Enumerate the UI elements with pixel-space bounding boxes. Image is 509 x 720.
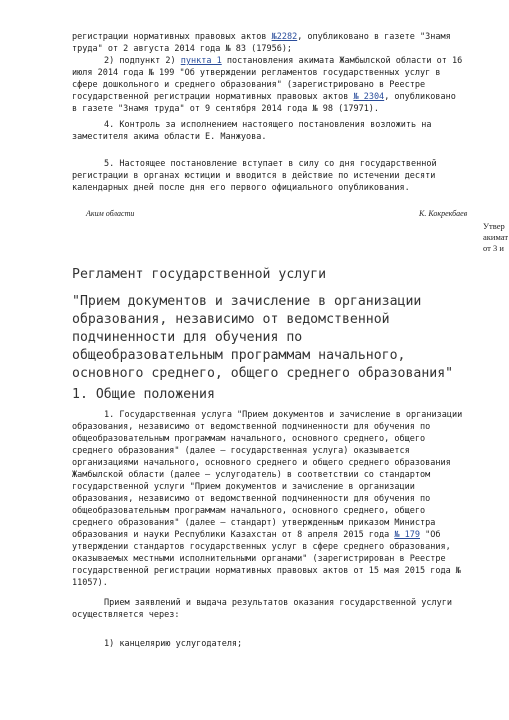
text-line: утверждении стандартов государственных услуг в сфере среднего образования,	[72, 542, 451, 552]
text-line: регистрации нормативных правовых актов №2282, опубликовано в газете "Знамя	[72, 32, 451, 42]
list-item: 1) канцелярию услугодателя;	[104, 639, 243, 649]
service-name-line: "Прием документов и зачисление в организации	[72, 294, 422, 309]
text-line: Прием заявлений и выдача результатов оказания государственной услуги	[104, 598, 452, 608]
text-line: образования и науки Республики Казахстан от 8 апреля 2015 года № 179 "Об	[72, 530, 441, 540]
text-line: в газете "Знамя труда" от 9 сентября 2014 года № 98 (17971).	[72, 104, 380, 114]
text-line: среднего образования" (далее – государственная услуга) оказывается	[72, 446, 410, 456]
text-line: образования, независимо от ведомственной подчиненности для обучения по	[72, 494, 431, 504]
text-line: регистрации в органах юстиции и вводится в действие по истечении десяти	[72, 171, 436, 181]
text-line: сфере дошкольного и среднего образования" (зарегистрировано в Реестре	[72, 80, 426, 90]
link-act-2304[interactable]: № 2304	[353, 92, 385, 102]
text-line: общеобразовательным программам начального, основного среднего, общего	[72, 434, 426, 444]
service-name-line: общеобразовательным программам начального,	[72, 348, 406, 363]
text-line: 4. Контроль за исполнением настоящего постановления возложить на	[104, 120, 432, 130]
signature-name: К. Кокрекбаев	[419, 209, 468, 218]
text-line: 2) подпункт 2) пункта 1 постановления акимата Жамбылской области от 16	[104, 56, 463, 66]
link-order-179[interactable]: № 179	[394, 530, 420, 540]
link-point-1[interactable]: пункта 1	[180, 56, 222, 66]
text-line: июля 2014 года № 199 "Об утверждении регламентов государственных услуг в	[72, 68, 441, 78]
text-line: общеобразовательным программам начального, основного среднего, общего	[72, 506, 426, 516]
section-heading: 1. Общие положения	[72, 387, 215, 402]
text-line: 5. Настоящее постановление вступает в силу со дня государственной	[104, 159, 437, 169]
approval-stamp-line: акимат	[483, 232, 509, 242]
reglament-title: Регламент государственной услуги	[72, 267, 327, 282]
text-line: оказываемых местными исполнительными органами" (зарегистрирован в Реестре	[72, 554, 446, 564]
text-line: календарных дней после дня его первого официального опубликования.	[72, 183, 410, 193]
text-line: среднего образования" (далее – стандарт) утвержденным приказом Министра	[72, 518, 436, 528]
service-name-line: образования, независимо от ведомственной	[72, 312, 390, 327]
signature-position: Аким области	[86, 209, 135, 218]
text-line: заместителя акима области Е. Манжуова.	[72, 132, 267, 142]
text-line: труда" от 2 августа 2014 года № 83 (17956);	[72, 44, 293, 54]
link-act-2282[interactable]: №2282	[271, 32, 298, 42]
text-line: 1. Государственная услуга "Прием документов и зачисление в организации	[104, 410, 463, 420]
service-name-line: подчиненности для обучения по	[72, 330, 303, 345]
text-line: государственной регистрации нормативных правовых актов от 15 мая 2015 года №	[72, 566, 461, 576]
approval-stamp-line: Утвер	[483, 221, 505, 231]
text-line: 11057).	[72, 578, 108, 588]
approval-stamp-line: от 3 и	[483, 243, 504, 253]
service-name-line: основного среднего, общего среднего образования"	[72, 366, 454, 381]
text-line: осуществляется через:	[72, 610, 180, 620]
text-line: образования, независимо от ведомственной подчиненности для обучения по	[72, 422, 431, 432]
text-line: государственной услуги "Прием документов и зачисление в организации	[72, 482, 415, 492]
text-line: организациями начального, основного среднего и общего среднего образования	[72, 458, 451, 468]
text-line: Жамбылской области (далее – услугодатель) в соответствии со стандартом	[72, 470, 431, 480]
text-line: государственной регистрации нормативных правовых актов № 2304, опубликовано	[72, 92, 456, 102]
